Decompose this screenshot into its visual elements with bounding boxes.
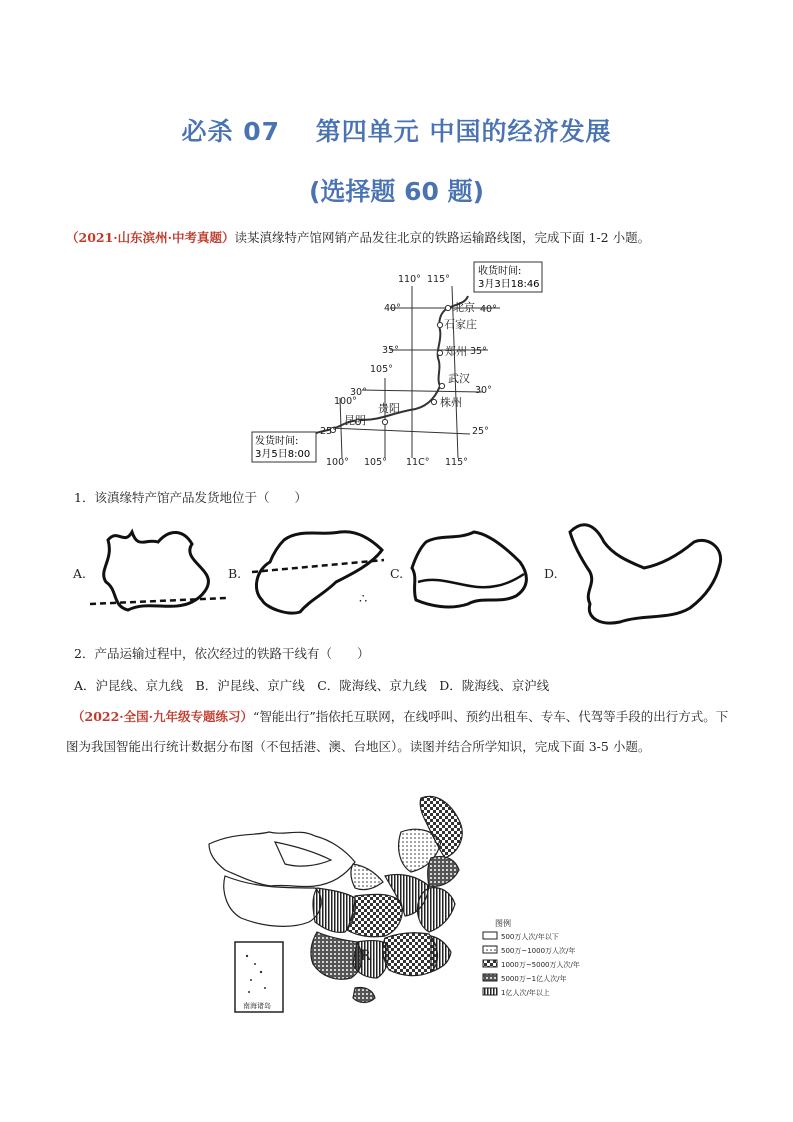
q1-option-d-label: D. — [544, 566, 558, 581]
q1-dots: ∴ — [359, 592, 368, 607]
legend-item-4 — [483, 974, 567, 983]
legend-title: 图例 — [495, 919, 511, 928]
svg-text:500万~1000万人次/年: 500万~1000万人次/年 — [501, 947, 576, 955]
q1-source: （2021·山东滨州·中考真题） — [66, 230, 235, 245]
q1-option-c-label: C. — [390, 566, 404, 581]
lon-label-bottom-105: 105° — [364, 457, 387, 468]
city-shijiazhuang: 石家庄 — [444, 318, 477, 331]
q3-intro: “智能出行”指依托互联网，在线呼叫、预约出租车、专车、代驾等手段的出行方式。下图为我国智能出行统计数据分布图（不包括港、澳、台地区）。读图并结合所学知识，完成下面 3-5 小题。 — [66, 709, 729, 754]
svg-text:1000万~5000万人次/年: 1000万~5000万人次/年 — [501, 961, 580, 969]
lon-label-bottom-115: 115° — [445, 457, 468, 468]
q2-question: 2．产品运输过程中，依次经过的铁路干线有（ ） — [74, 646, 370, 661]
lon-label-top-110: 110° — [398, 274, 421, 285]
lat-label-right-35: 35° — [470, 346, 487, 357]
legend-item-3 — [483, 960, 580, 969]
q1-option-b-label: B. — [228, 566, 242, 581]
lat-label-left-35: 35° — [382, 345, 399, 356]
q3-source: （2022·全国·九年级专题练习） — [72, 709, 253, 724]
q2-options: A．沪昆线、京九线 B．沪昆线、京广线 C．陇海线、京九线 D．陇海线、京沪线 — [74, 678, 550, 693]
city-beijing: 北京 — [453, 301, 475, 314]
inset-label: 南海诸岛 — [243, 1002, 271, 1010]
svg-text:3月5日8:00: 3月5日8:00 — [255, 449, 311, 460]
city-kunming: 昆明 — [344, 414, 366, 427]
q1-option-d-map[interactable] — [560, 512, 730, 630]
lat-label-right-40: 40° — [480, 304, 497, 315]
q1-question: 1．该滇缘特产馆产品发货地位于（ ） — [74, 490, 307, 505]
lat-label-left-30: 30° — [350, 387, 367, 398]
city-wuhan: 武汉 — [448, 372, 470, 385]
china-smart-travel-map — [205, 792, 615, 1022]
svg-text:3月3日18:46: 3月3日18:46 — [478, 279, 540, 290]
legend-item-1 — [483, 932, 559, 941]
lat-label-left-25: 25° — [320, 426, 337, 437]
q3-intro-paragraph — [66, 702, 730, 762]
q1-option-a-label: A. — [73, 566, 87, 581]
receive-time-box — [474, 262, 542, 292]
map-marker-r: R — [361, 948, 371, 964]
page-subtitle: (选择题 60 题) — [308, 177, 485, 206]
q1-option-b-map[interactable] — [244, 520, 390, 620]
city-zhuzhou: 株州 — [440, 396, 462, 409]
svg-text:发货时间:: 发货时间: — [255, 436, 299, 447]
q1-intro: 读某滇缘特产馆网销产品发往北京的铁路运输路线图，完成下面 1-2 小题。 — [234, 230, 651, 245]
q1-intro-paragraph — [66, 223, 730, 253]
lon-label-bottom-100: 100° — [326, 457, 349, 468]
legend-item-2 — [483, 946, 575, 955]
svg-text:1亿人次/年以上: 1亿人次/年以上 — [501, 989, 550, 997]
svg-text:5000万~1亿人次/年: 5000万~1亿人次/年 — [501, 975, 567, 983]
legend-item-5 — [483, 988, 550, 997]
railway-route-map — [250, 258, 540, 470]
map-legend — [483, 918, 580, 997]
lon-label-top-115: 115° — [427, 274, 450, 285]
city-guiyang: 贵阳 — [378, 402, 400, 415]
lat-label-left-40: 40° — [384, 303, 401, 314]
svg-text:500万人次/年以下: 500万人次/年以下 — [501, 933, 559, 941]
lon-label-mid-100: 100° — [334, 396, 357, 407]
lon-label-bottom-110: 11C° — [406, 457, 430, 468]
q1-option-a-map[interactable] — [88, 520, 228, 620]
lat-label-right-30: 30° — [475, 385, 492, 396]
city-zhengzhou: 郑州 — [445, 345, 467, 358]
page-title: 必杀 07 第四单元 中国的经济发展 — [181, 117, 612, 146]
south-china-sea-inset — [235, 942, 283, 1012]
q1-option-c-map[interactable] — [404, 522, 536, 614]
svg-text:收货时间:: 收货时间: — [478, 266, 522, 277]
lon-label-mid-105: 105° — [370, 364, 393, 375]
lat-label-right-25: 25° — [472, 426, 489, 437]
send-time-box — [252, 432, 316, 462]
